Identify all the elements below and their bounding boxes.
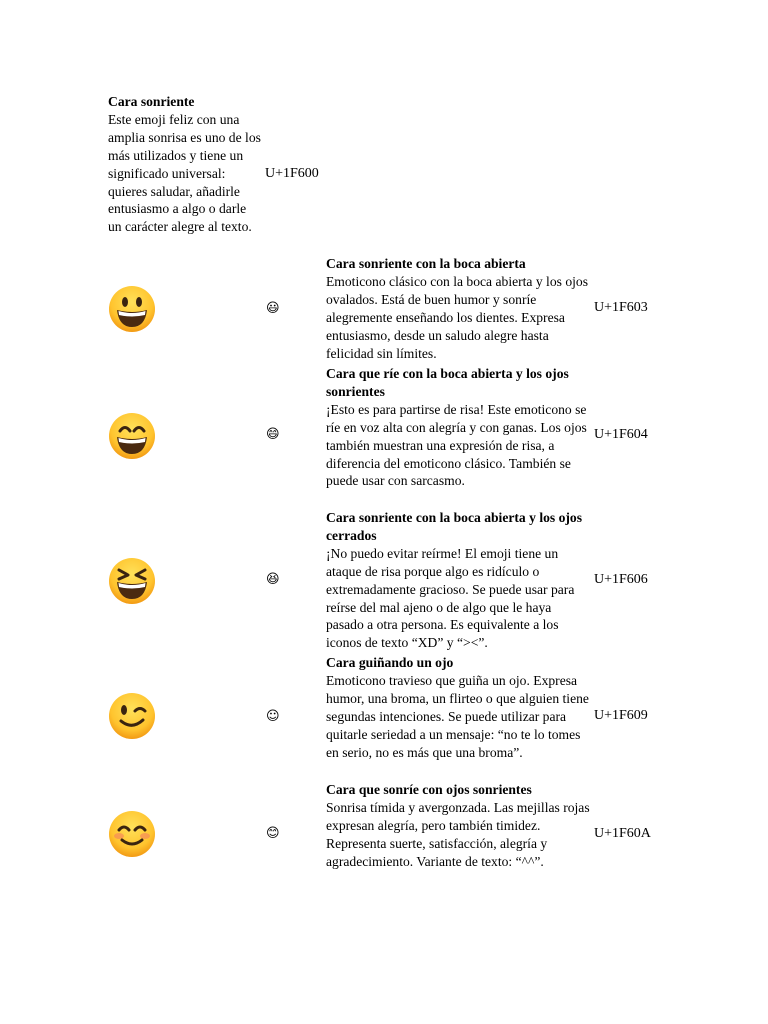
unicode-code: U+1F604 (594, 427, 648, 442)
entry-title: Cara sonriente con la boca abierta (326, 256, 526, 271)
emoji-glyph: 😆 (266, 572, 280, 587)
entry-text (108, 93, 263, 236)
entry-text (326, 365, 592, 490)
unicode-code: U+1F606 (594, 572, 648, 587)
smile-open-mouth-smiling-eyes-icon (108, 412, 156, 460)
entry-description: ¡No puedo evitar reírme! El emoji tiene un ataque de risa porque algo es ridículo o extremadamente gracioso. Se puede usar para reírse del mal ajeno o de algo que le haya pasado a otra persona. Es equivalente a los iconos de texto “XD” y “><”. (326, 545, 575, 651)
emoji-glyph: ☺ (266, 709, 280, 724)
entry-text (326, 781, 592, 871)
entry-text (326, 255, 592, 362)
entry-description: Emoticono clásico con la boca abierta y los ojos ovalados. Está de buen humor y sonríe alegremente enseñando los dientes. Expresa entusiasmo, desde un saludo alegre hasta felicidad sin límites. (326, 273, 588, 361)
entry-text (326, 509, 592, 652)
unicode-code: U+1F60A (594, 826, 651, 841)
entry-title: Cara sonriente (108, 94, 195, 109)
entry-description: Este emoji feliz con una amplia sonrisa es uno de los más utilizados y tiene un significado universal: quieres saludar, añadirle entusiasmo a algo o darle un carácter alegre al texto. (108, 111, 261, 235)
unicode-code: U+1F603 (594, 300, 648, 315)
smiling-face-smiling-eyes-icon (108, 810, 156, 858)
entry-title: Cara sonriente con la boca abierta y los ojos cerrados (326, 510, 582, 543)
smiley-open-mouth-icon (108, 285, 156, 333)
emoji-glyph: 😃 (266, 301, 280, 316)
entry-description: Emoticono travieso que guiña un ojo. Expresa humor, una broma, un flirteo o que alguien tiene segundas intenciones. Se puede utilizar para quitarle seriedad a un mensaje: “no te lo tomes en serio, no es más que una broma”. (326, 672, 589, 760)
entry-text (326, 654, 592, 761)
entry-description: Sonrisa tímida y avergonzada. Las mejillas rojas expresan alegría, pero también timidez. Representa suerte, satisfacción, alegría y agradecimiento. Variante de texto: “^^”. (326, 799, 590, 869)
entry-title: Cara que sonríe con ojos sonrientes (326, 782, 532, 797)
emoji-glyph: 😄 (266, 427, 280, 442)
unicode-code: U+1F600 (265, 166, 319, 181)
entry-title: Cara guiñando un ojo (326, 655, 454, 670)
entry-description: ¡Esto es para partirse de risa! Este emoticono se ríe en voz alta con alegría y con ganas. Los ojos también muestran una expresión de risa, a diferencia del emoticono clásico. También se puede usar con sarcasmo. (326, 401, 587, 489)
unicode-code: U+1F609 (594, 708, 648, 723)
laughing-face-icon (108, 557, 156, 605)
winking-face-icon (108, 692, 156, 740)
emoji-glyph: 😊 (266, 826, 280, 841)
entry-title: Cara que ríe con la boca abierta y los ojos sonrientes (326, 366, 569, 399)
